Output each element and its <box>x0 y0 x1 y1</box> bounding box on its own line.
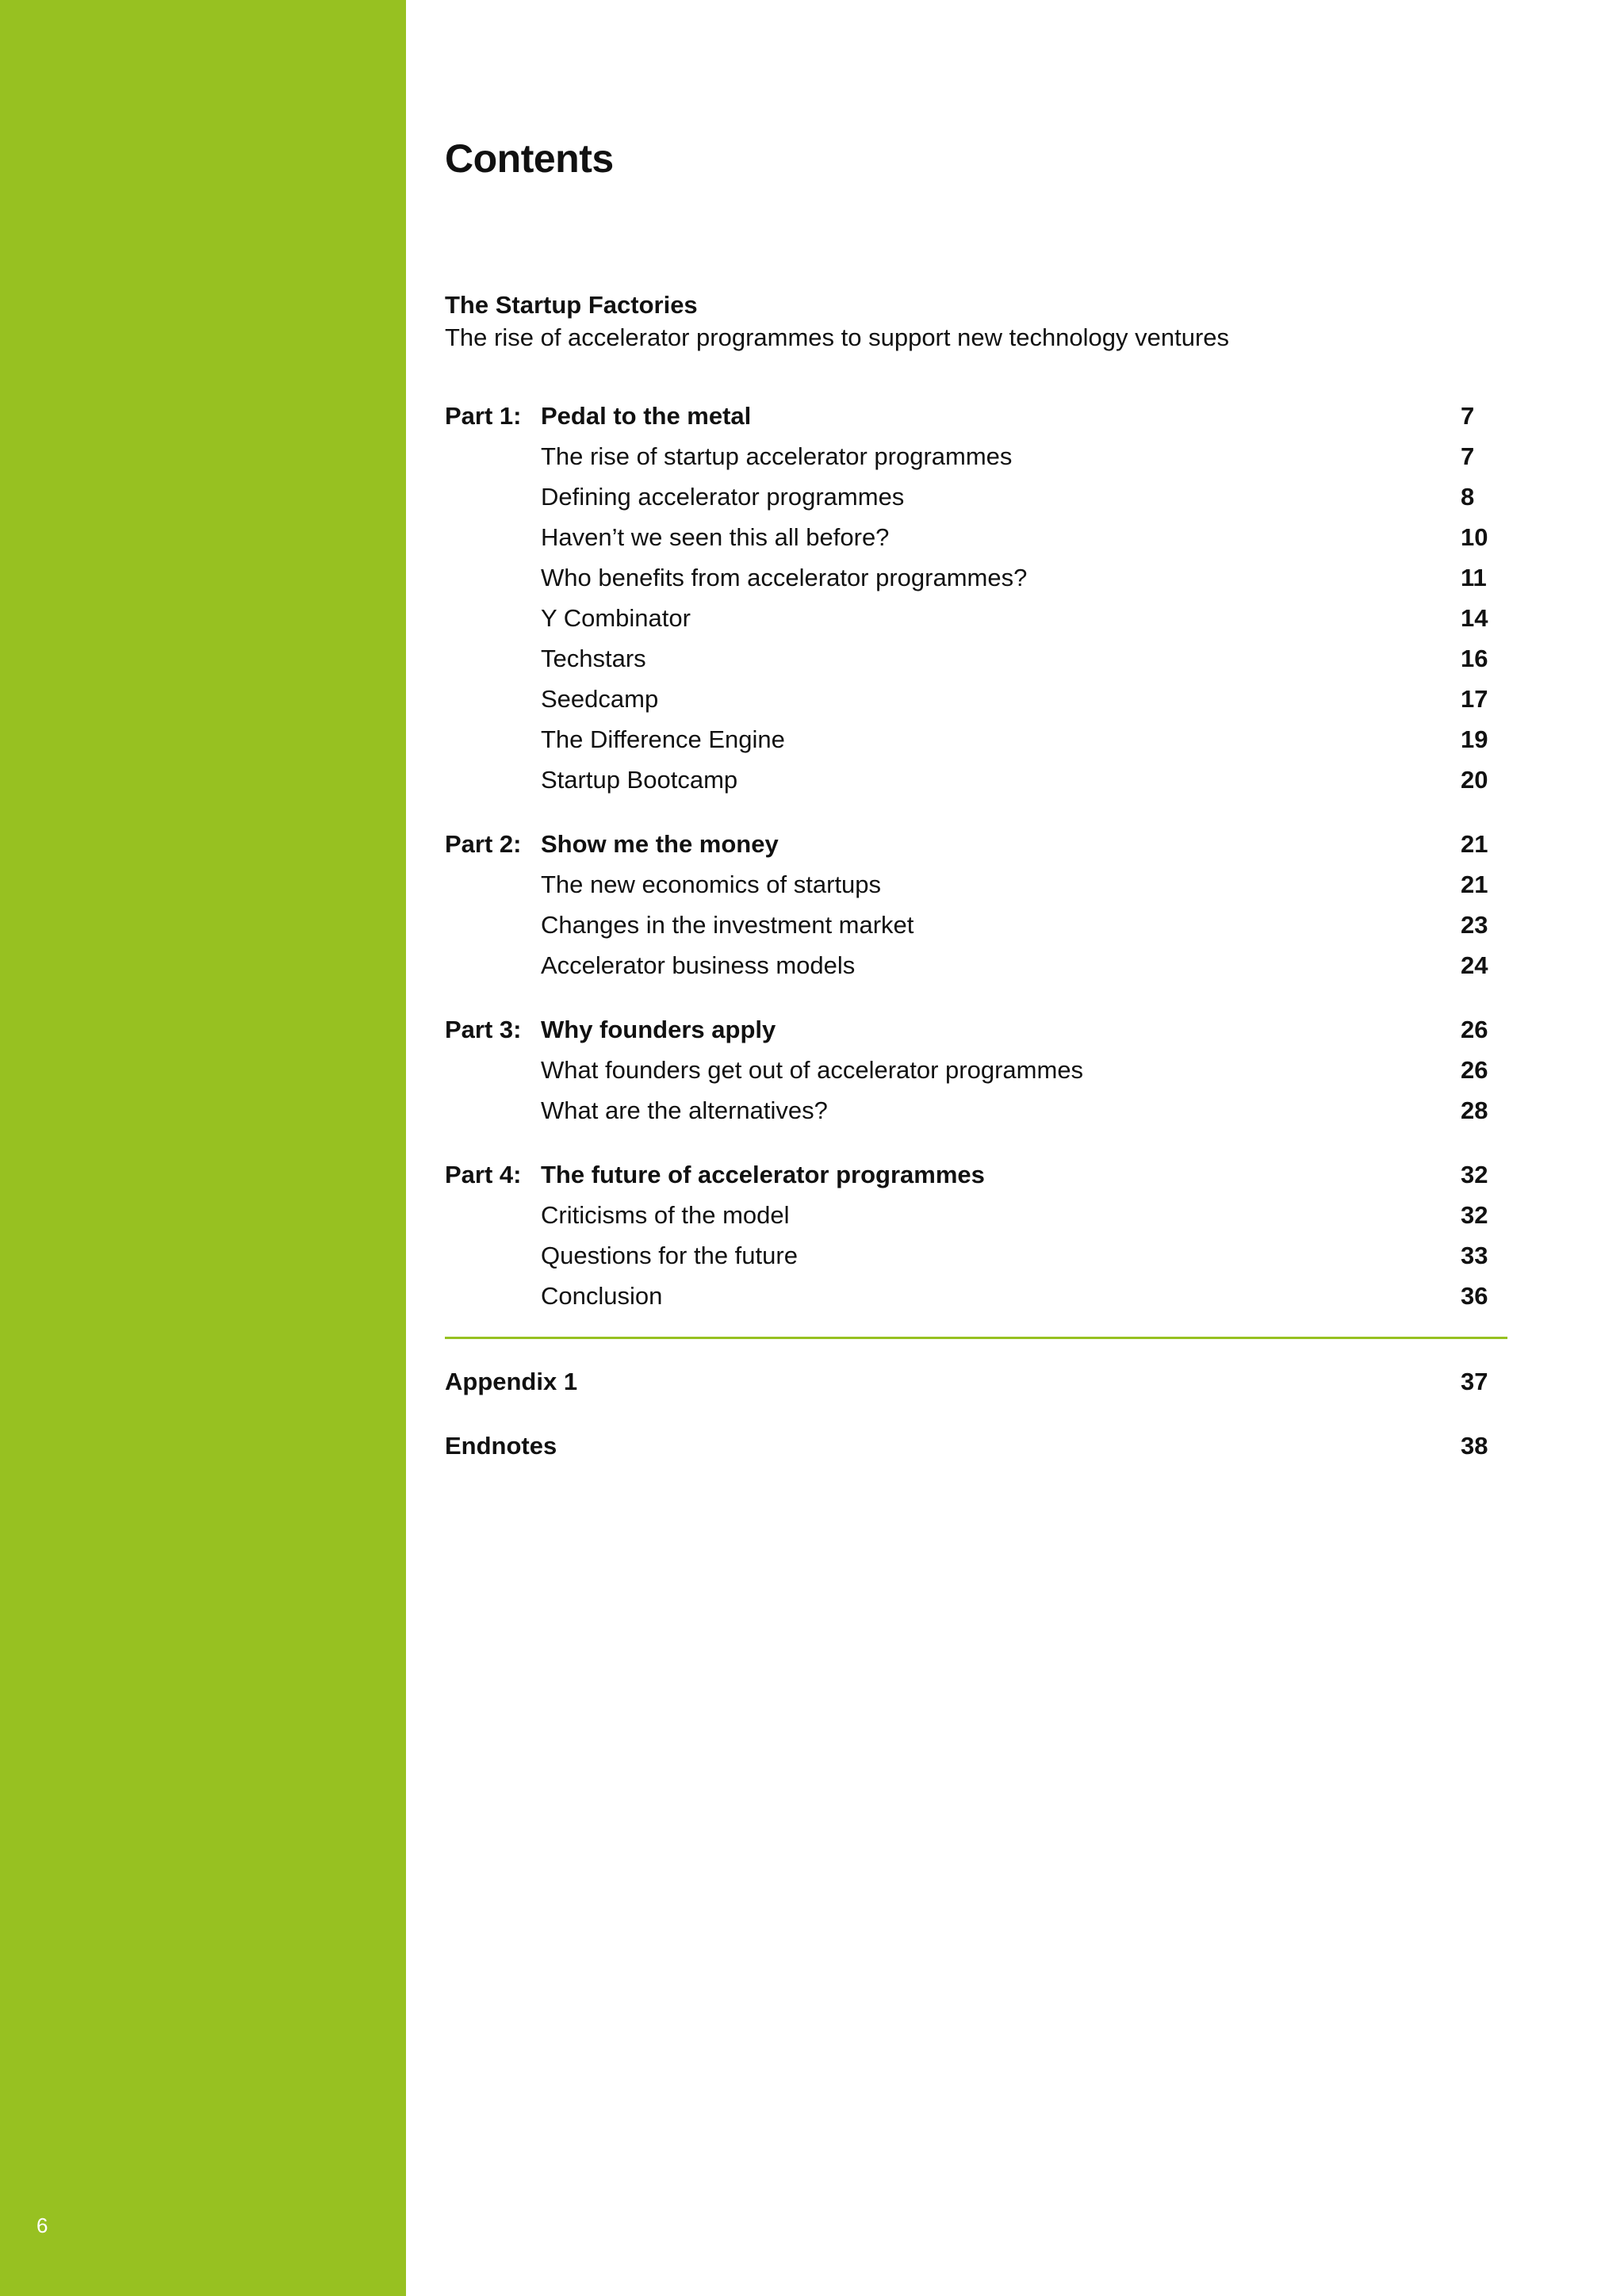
part-heading: Show me the money <box>541 830 779 858</box>
part-heading: Pedal to the metal <box>541 402 752 430</box>
entry-title: Who benefits from accelerator programmes? <box>541 564 1028 591</box>
toc-appendix-1[interactable] <box>445 1364 1507 1399</box>
toc-part-3-heading[interactable] <box>445 1012 1507 1047</box>
page-ref: 28 <box>1461 1096 1488 1124</box>
part-label: Part 4: <box>445 1161 522 1188</box>
toc-part-1-heading[interactable] <box>445 399 1507 434</box>
toc-entry[interactable] <box>445 1198 1507 1233</box>
part-label: Part 3: <box>445 1016 522 1043</box>
toc-entry[interactable] <box>445 520 1507 555</box>
page-ref: 26 <box>1461 1056 1488 1084</box>
part-heading: Why founders apply <box>541 1016 776 1043</box>
sidebar-color-band <box>0 0 406 2296</box>
toc-entry[interactable] <box>445 722 1507 757</box>
page-ref: 17 <box>1461 685 1488 713</box>
toc-entry[interactable] <box>445 480 1507 515</box>
toc-entry[interactable] <box>445 1093 1507 1128</box>
page-ref: 36 <box>1461 1282 1488 1310</box>
toc-entry[interactable] <box>445 763 1507 798</box>
page-ref: 10 <box>1461 523 1488 551</box>
toc-entry[interactable] <box>445 908 1507 943</box>
entry-title: Defining accelerator programmes <box>541 483 905 511</box>
page-ref: 32 <box>1461 1161 1488 1188</box>
part-label: Part 1: <box>445 402 522 430</box>
toc-entry[interactable] <box>445 1279 1507 1314</box>
entry-title: Haven’t we seen this all before? <box>541 523 890 551</box>
toc-entry[interactable] <box>445 641 1507 676</box>
page-number: 6 <box>36 2214 48 2237</box>
entry-title: Changes in the investment market <box>541 911 914 939</box>
page-ref: 8 <box>1461 483 1475 511</box>
entry-title: Startup Bootcamp <box>541 766 738 794</box>
entry-title: Questions for the future <box>541 1242 798 1269</box>
entry-title: The rise of startup accelerator programmes <box>541 442 1013 470</box>
entry-title: Appendix 1 <box>445 1368 578 1395</box>
page-ref: 37 <box>1461 1368 1488 1395</box>
toc-entry[interactable] <box>445 439 1507 474</box>
page-ref: 14 <box>1461 604 1488 632</box>
toc-entry[interactable] <box>445 682 1507 717</box>
page-ref: 33 <box>1461 1242 1488 1269</box>
entry-title: The Difference Engine <box>541 725 785 753</box>
report-title: The Startup Factories <box>445 291 698 319</box>
page-ref: 20 <box>1461 766 1488 794</box>
page-ref: 38 <box>1461 1432 1488 1460</box>
toc-part-2-heading[interactable] <box>445 827 1507 862</box>
page-ref: 19 <box>1461 725 1488 753</box>
entry-title: What founders get out of accelerator programmes <box>541 1056 1084 1084</box>
page-ref: 21 <box>1461 871 1488 898</box>
page-title: Contents <box>445 136 614 181</box>
toc-entry[interactable] <box>445 561 1507 595</box>
page-ref: 32 <box>1461 1201 1488 1229</box>
toc-entry[interactable] <box>445 1053 1507 1088</box>
report-subtitle: The rise of accelerator programmes to support new technology ventures <box>445 323 1230 351</box>
page-ref: 11 <box>1461 564 1487 591</box>
section-divider <box>445 1337 1507 1339</box>
entry-title: What are the alternatives? <box>541 1096 828 1124</box>
entry-title: Y Combinator <box>541 604 691 632</box>
toc-entry[interactable] <box>445 867 1507 902</box>
toc-part-4-heading[interactable] <box>445 1158 1507 1192</box>
entry-title: Conclusion <box>541 1282 663 1310</box>
page-ref: 21 <box>1461 830 1488 858</box>
toc-entry[interactable] <box>445 948 1507 983</box>
page-ref: 24 <box>1461 951 1488 979</box>
entry-title: Endnotes <box>445 1432 557 1460</box>
page-ref: 26 <box>1461 1016 1488 1043</box>
entry-title: Techstars <box>541 645 646 672</box>
entry-title: Seedcamp <box>541 685 659 713</box>
entry-title: Accelerator business models <box>541 951 856 979</box>
part-label: Part 2: <box>445 830 522 858</box>
page-ref: 7 <box>1461 402 1475 430</box>
toc-endnotes[interactable] <box>445 1429 1507 1464</box>
entry-title: Criticisms of the model <box>541 1201 790 1229</box>
page-ref: 23 <box>1461 911 1488 939</box>
page-ref: 7 <box>1461 442 1475 470</box>
page-ref: 16 <box>1461 645 1488 672</box>
toc-entry[interactable] <box>445 601 1507 636</box>
part-heading: The future of accelerator programmes <box>541 1161 985 1188</box>
toc-entry[interactable] <box>445 1238 1507 1273</box>
entry-title: The new economics of startups <box>541 871 882 898</box>
